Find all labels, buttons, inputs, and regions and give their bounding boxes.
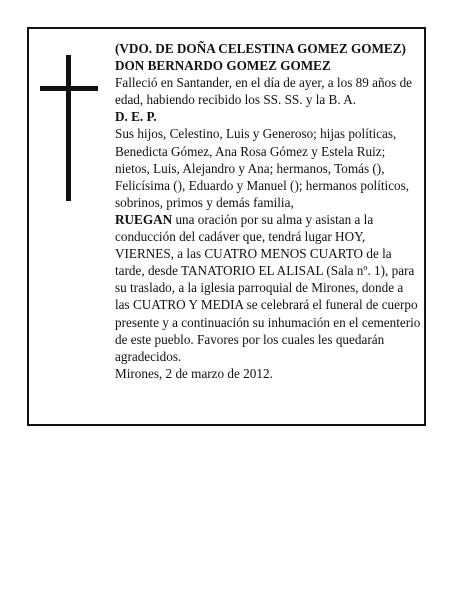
request-paragraph bbox=[115, 211, 421, 365]
obituary-notice bbox=[27, 27, 426, 426]
request-text: una oración por su alma y asistan a la conducción del cadáver que, tendrá lugar HOY, VIERNES, a las CUATRO MENOS CUARTO de la tarde, desde TANATORIO EL ALISAL (Sala nº. 1), para su traslado, a la iglesia parroquial de Mirones, donde a las CUATRO Y MEDIA se celebrará el funeral de cuerpo presente y a continuación su inhumación en el cementerio de este pueblo. Favores por los cuales les quedarán agradecidos. bbox=[115, 211, 421, 364]
notice-text bbox=[115, 40, 421, 382]
ruegan-label: RUEGAN bbox=[115, 211, 173, 227]
dep-line: D. E. P. bbox=[115, 109, 157, 125]
cross-horizontal-bar bbox=[40, 86, 98, 91]
family-list: Sus hijos, Celestino, Luis y Generoso; hijas políticas, Benedicta Gómez, Ana Rosa Gómez y Estela Ruiz; nietos, Luis, Alejandro y Ana; hermanos, Tomás (), Felicísima (), Eduardo y Manuel (); hermanos políticos, sobrinos, primos y demás familia, bbox=[115, 126, 410, 210]
place-and-date: Mirones, 2 de marzo de 2012. bbox=[115, 365, 273, 381]
deceased-name: DON BERNARDO GOMEZ GOMEZ bbox=[115, 58, 331, 74]
cross-vertical-bar bbox=[66, 55, 71, 201]
cross-icon bbox=[40, 55, 98, 201]
death-announcement: Falleció en Santander, en el día de ayer, a los 89 años de edad, habiendo recibido los SS. SS. y la B. A. bbox=[115, 75, 413, 108]
widow-of-line: (VDO. DE DOÑA CELESTINA GOMEZ GOMEZ) bbox=[115, 41, 406, 56]
